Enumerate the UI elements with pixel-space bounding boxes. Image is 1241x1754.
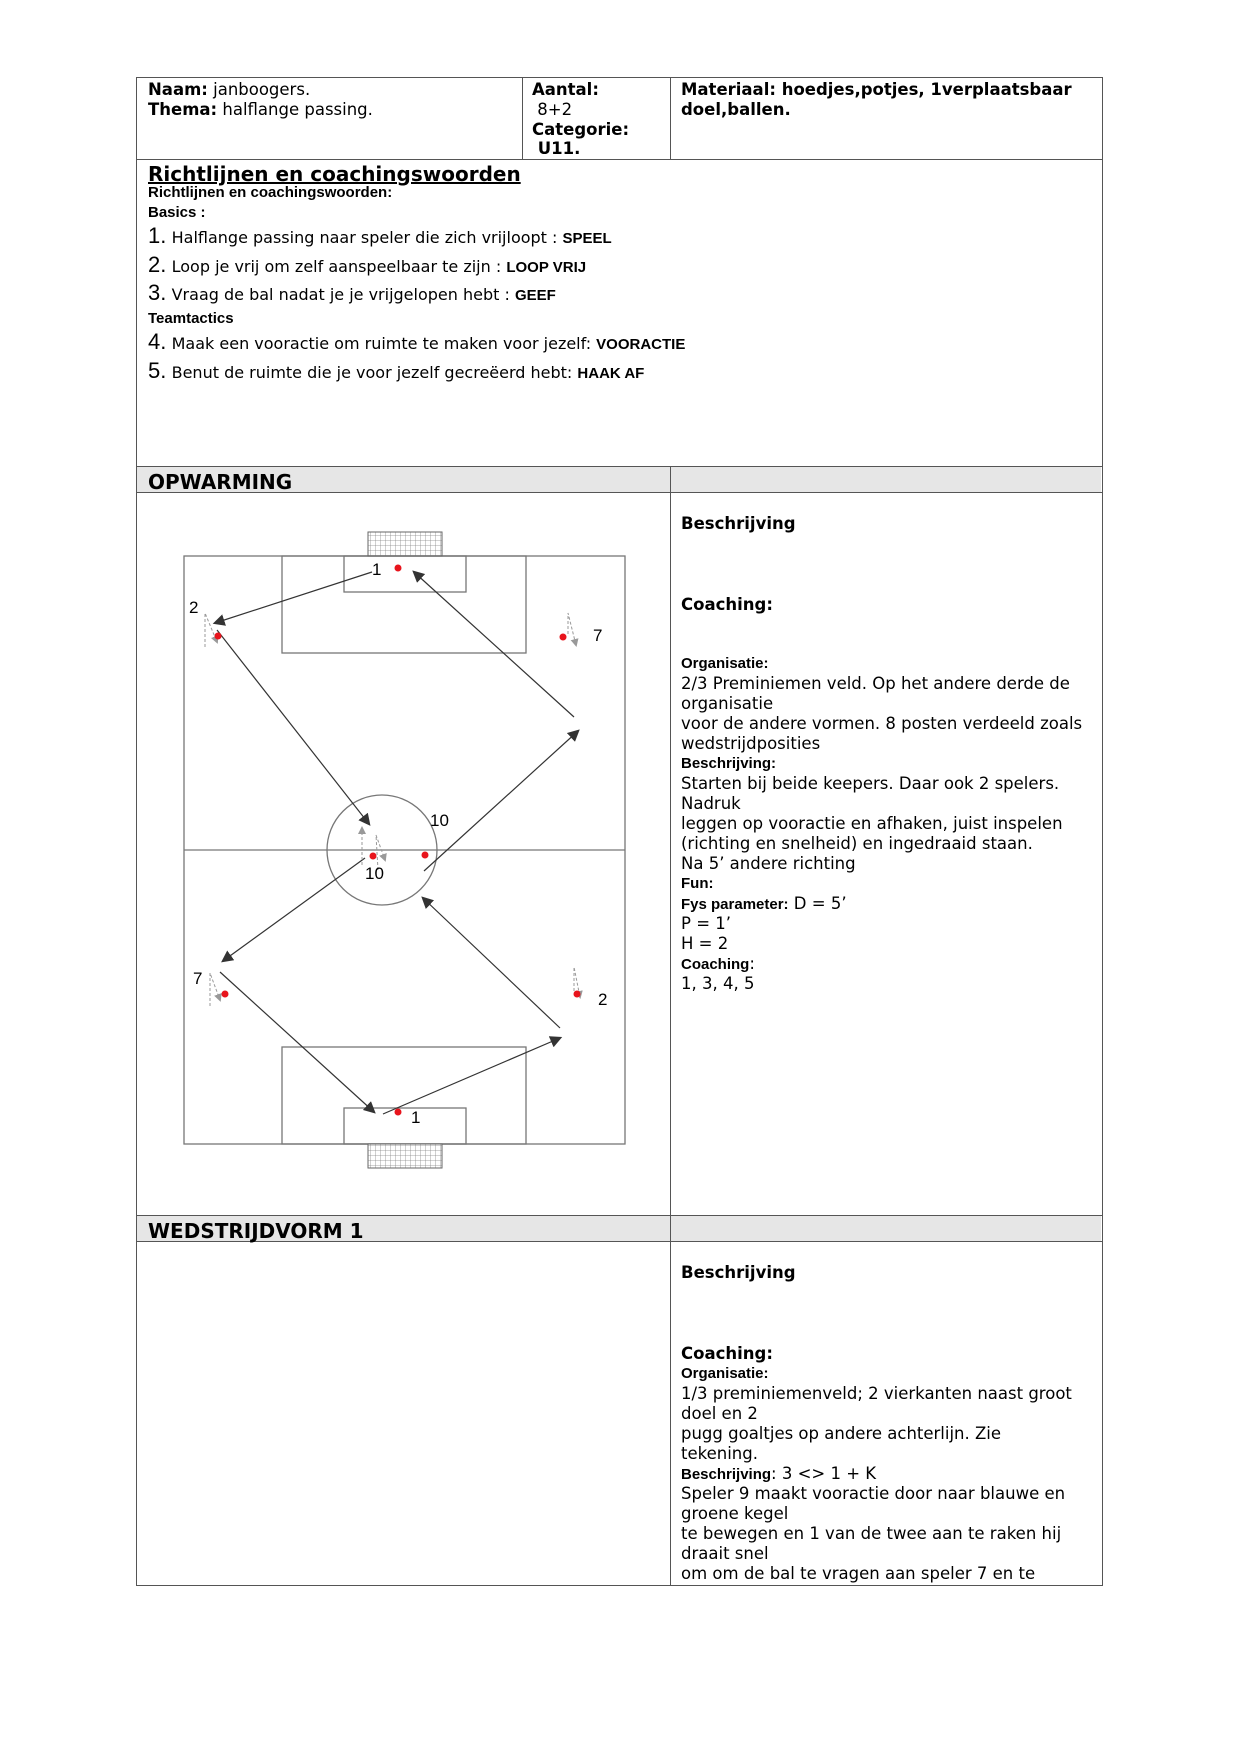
text-line: organisatie (681, 694, 774, 713)
beschrijving-label: Beschrijving (681, 1466, 772, 1483)
player-dot (395, 565, 402, 572)
player-dot (215, 633, 222, 640)
table-border-top (136, 77, 1102, 78)
wedstrijdvorm-beschrijving-line (681, 1464, 876, 1485)
wedstrijdvorm-title: WEDSTRIJDVORM 1 (148, 1219, 364, 1243)
text-line: voor de andere vormen. 8 posten verdeeld zoals (681, 714, 1083, 733)
coaching-colon: : (749, 954, 755, 973)
top-goal-net (368, 532, 442, 556)
beschrijving-value: : 3 <> 1 + K (771, 1464, 877, 1483)
pass-arrow (414, 572, 574, 717)
top-penalty-area (282, 556, 526, 653)
pass-arrow (423, 898, 560, 1028)
opwarming-beschrijving-label: Beschrijving: (681, 755, 777, 772)
thema-label: Thema: (148, 100, 218, 119)
diagram-label: 1 (372, 560, 382, 579)
text-line: om om de bal te vragen aan speler 7 en te (681, 1564, 1036, 1583)
table-border-left (136, 77, 137, 1585)
opwarming-beschrijving-text (681, 774, 1063, 874)
item-number: 4. (148, 329, 167, 354)
table-border-right (1102, 77, 1103, 1585)
wedstrijdvorm-coaching-heading: Coaching: (681, 1344, 773, 1363)
opwarming-organisatie-label: Organisatie: (681, 655, 769, 672)
run-arrow (210, 973, 220, 1006)
naam-label: Naam: (148, 80, 208, 99)
coaching-label: Coaching (681, 956, 750, 973)
thema-value: halflange passing. (217, 100, 373, 119)
richtlijnen-title: Richtlijnen en coachingswoorden (148, 162, 521, 186)
player-dot (222, 991, 229, 998)
pass-arrow (220, 972, 374, 1112)
run-arrow (568, 613, 576, 645)
text-line: groene kegel (681, 1504, 789, 1523)
item-keyword: SPEEL (562, 230, 612, 247)
pass-arrow (223, 858, 365, 961)
item-keyword: LOOP VRIJ (506, 259, 587, 276)
item-number: 2. (148, 252, 167, 277)
fys-label: Fys parameter: (681, 896, 789, 913)
list-item (148, 252, 587, 278)
text-line: tekening. (681, 1444, 758, 1463)
thema-line (148, 100, 373, 120)
player-dot (370, 853, 377, 860)
bottom-goal-area (344, 1108, 466, 1144)
pass-arrow (217, 630, 369, 824)
bottom-goal-net (368, 1144, 442, 1168)
wedstrijdvorm-organisatie-text (681, 1384, 1072, 1464)
opwarming-title: OPWARMING (148, 470, 293, 494)
item-keyword: VOORACTIE (596, 336, 686, 353)
list-item (148, 280, 556, 306)
opwarming-coaching-heading: Coaching: (681, 595, 773, 614)
opwarming-organisatie-text (681, 674, 1082, 754)
item-number: 3. (148, 280, 167, 305)
opwarming-column-divider (670, 466, 671, 1215)
player-dot (574, 991, 581, 998)
field-lines (184, 556, 625, 1144)
item-number: 5. (148, 358, 167, 383)
opwarming-coaching-line (681, 954, 755, 975)
opwarming-p-line: P = 1’ (681, 914, 732, 933)
run-arrow (205, 613, 217, 647)
field-diagram (140, 495, 665, 1210)
item-text: Benut de ruimte die je voor jezelf gecreëerd hebt: (171, 363, 578, 382)
aantal-value: 8+2 (532, 100, 573, 119)
player-dot (560, 634, 567, 641)
naam-line (148, 80, 310, 100)
basics-label: Basics : (148, 204, 206, 221)
text-line: Speler 9 maakt vooractie door naar blauwe en (681, 1484, 1066, 1503)
diagram-label: 7 (593, 626, 603, 645)
text-line: 2/3 Preminiemen veld. Op het andere derde de (681, 674, 1070, 693)
header-divider-1 (522, 77, 523, 159)
text-line: Nadruk (681, 794, 741, 813)
text-line: pugg goaltjes op andere achterlijn. Zie (681, 1424, 1002, 1443)
text-line: 1/3 preminiemenveld; 2 vierkanten naast groot (681, 1384, 1072, 1403)
teamtactics-label: Teamtactics (148, 310, 234, 327)
opwarming-fys-line (681, 894, 847, 915)
opwarming-coaching-value: 1, 3, 4, 5 (681, 974, 755, 993)
aantal-label: Aantal: (532, 80, 599, 99)
text-line: wedstrijdposities (681, 734, 821, 753)
opwarming-fun-label: Fun: (681, 875, 714, 892)
text-line: Na 5’ andere richting (681, 854, 856, 873)
wedstrijdvorm-beschrijving-text (681, 1484, 1065, 1584)
naam-value: janboogers. (207, 80, 311, 99)
top-goal-area (344, 556, 466, 592)
item-keyword: GEEF (514, 287, 556, 304)
item-text: Halflange passing naar speler die zich vrijloopt : (171, 228, 563, 247)
pass-arrow (383, 1038, 560, 1114)
fys-value: D = 5’ (788, 894, 847, 913)
item-text: Loop je vrij om zelf aanspeelbaar te zijn : (171, 257, 507, 276)
opwarming-h-line: H = 2 (681, 934, 729, 953)
item-number: 1. (148, 223, 167, 248)
richtlijnen-subtitle: Richtlijnen en coachingswoorden: (148, 184, 393, 201)
opwarming-beschrijving-heading: Beschrijving (681, 514, 796, 533)
wedstrijdvorm-column-divider (670, 1215, 671, 1585)
diagram-label: 2 (189, 598, 199, 617)
diagram-label: 1 (411, 1108, 421, 1127)
text-line: leggen op vooractie en afhaken, juist inspelen (681, 814, 1063, 833)
categorie-label: Categorie: (532, 120, 630, 139)
pass-arrow (215, 572, 372, 623)
item-text: Vraag de bal nadat je je vrijgelopen hebt : (171, 285, 515, 304)
list-item (148, 329, 686, 355)
player-dot (422, 852, 429, 859)
wedstrijdvorm-beschrijving-heading: Beschrijving (681, 1263, 796, 1282)
text-line: doel en 2 (681, 1404, 758, 1423)
player-dot (395, 1109, 402, 1116)
table-border-bottom (136, 1585, 1103, 1586)
materiaal-text: Materiaal: hoedjes,potjes, 1verplaatsbaar doel,ballen. (681, 80, 1072, 119)
header-row-bottom (136, 159, 1102, 160)
item-keyword: HAAK AF (577, 365, 645, 382)
list-item (148, 358, 645, 384)
list-item (148, 223, 612, 249)
diagram-label: 10 (365, 864, 384, 883)
diagram-label: 10 (430, 811, 449, 830)
header-divider-2 (670, 77, 671, 159)
categorie-value: U11. (532, 139, 581, 158)
text-line: Starten bij beide keepers. Daar ook 2 spelers. (681, 774, 1060, 793)
text-line: (richting en snelheid) en ingedraaid staan. (681, 834, 1033, 853)
diagram-label: 2 (598, 990, 608, 1009)
wedstrijdvorm-organisatie-label: Organisatie: (681, 1365, 769, 1382)
diagram-label: 7 (193, 969, 203, 988)
text-line: draait snel (681, 1544, 769, 1563)
text-line: te bewegen en 1 van de twee aan te raken hij (681, 1524, 1062, 1543)
item-text: Maak een vooractie om ruimte te maken voor jezelf: (171, 334, 597, 353)
